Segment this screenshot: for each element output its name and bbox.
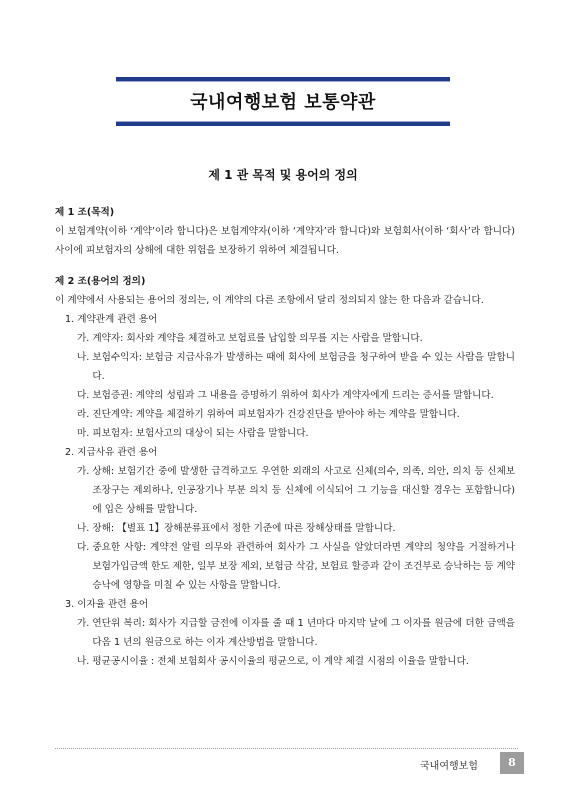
list-item (77, 386, 515, 405)
item-marker: 가. (77, 466, 93, 477)
item-text: 피보험자: 보험사고의 대상이 되는 사람을 말합니다. (92, 428, 309, 439)
item-marker: 라. (77, 409, 93, 420)
page-number: 8 (500, 752, 524, 774)
item-marker: 가. (77, 618, 93, 629)
title-rule-top (116, 77, 450, 82)
list-item (77, 614, 515, 652)
list-item (77, 462, 515, 519)
item-text: 장해: 【별표 1】장해분류표에서 정한 기준에 따른 장해상태를 말합니다. (92, 523, 396, 534)
item-text: 진단계약: 계약을 체결하기 위하여 피보험자가 건강진단을 받아야 하는 계약을 말합니다. (92, 409, 460, 420)
item-text: 상해: 보험기간 중에 발생한 급격하고도 우연한 외래의 사고로 신체(의수, 의족, 의안, 의치 등 신체보조장구는 제외하나, 인공장기나 부분 의치 등 신체에 이식되어 그 기능을 대신할 경우는 포함합니다)에 입은 상해를 말합니다. (92, 466, 515, 515)
item-marker: 나. (77, 656, 93, 667)
item-text: 연단위 복리: 회사가 지급할 금전에 이자를 줄 때 1 년마다 마지막 날에 그 이자를 원금에 더한 금액을 다음 1 년의 원금으로 하는 이자 계산방법을 말합니다. (92, 618, 515, 648)
item-marker: 다. (77, 542, 93, 553)
item-marker: 가. (77, 333, 93, 344)
list-item (77, 329, 515, 348)
item-marker: 다. (77, 390, 93, 401)
item-text: 중요한 사항: 계약전 알릴 의무와 관련하여 회사가 그 사실을 알았더라면 계약의 청약을 거절하거나 보험가입금액 한도 제한, 일부 보장 제외, 보험금 삭감, 보험료 할증과 같이 조건부로 승낙하는 등 계약 승낙에 영향을 미칠 수 있는 사항을 말합니다. (92, 542, 515, 591)
title-rule-bottom (116, 121, 450, 126)
list-item (77, 519, 515, 538)
spacer (55, 260, 515, 272)
item-text: 계약자: 회사와 계약을 체결하고 보험료를 납입할 의무를 지는 사람을 말합니다. (92, 333, 423, 344)
list-item (77, 424, 515, 443)
document-title: 국내여행보험 보통약관 (190, 92, 376, 113)
section-heading: 2. 지급사유 관련 용어 (65, 447, 158, 458)
list-item (77, 348, 515, 386)
item-text: 보험수익자: 보험금 지급사유가 발생하는 때에 회사에 보험금을 청구하여 받을 수 있는 사람을 말합니다. (92, 352, 515, 382)
list-item (77, 538, 515, 595)
item-text: 평균공시이율 : 전체 보험회사 공시이율의 평균으로, 이 계약 체결 시점의 이율을 말합니다. (92, 656, 469, 667)
article-1-text: 이 보험계약(이하 ‘계약’이라 합니다)은 보험계약자(이하 ‘계약자’라 합니다)와 보험회사(이하 ‘회사’라 합니다) 사이에 피보험자의 상해에 대한 위험을 보장하기 위하여 체결됩니다. (55, 226, 515, 256)
article-2-heading: 제 2 조(용어의 정의) (55, 276, 146, 287)
item-marker: 마. (77, 428, 93, 439)
item-marker: 나. (77, 352, 93, 363)
list-item (77, 652, 515, 671)
list-item (77, 405, 515, 424)
footer-title: 국내여행보험 (420, 761, 478, 772)
item-text: 보험증권: 계약의 성립과 그 내용을 증명하기 위하여 회사가 계약자에게 드리는 증서를 말합니다. (92, 390, 494, 401)
section-heading: 3. 이자율 관련 용어 (65, 599, 149, 610)
item-marker: 나. (77, 523, 93, 534)
footer-divider (55, 748, 518, 749)
section-heading: 1. 계약관계 관련 용어 (65, 314, 158, 325)
article-2-intro: 이 계약에서 사용되는 용어의 정의는, 이 계약의 다른 조항에서 달리 정의되지 않는 한 다음과 같습니다. (55, 295, 484, 306)
article-1-heading: 제 1 조(목적) (55, 207, 115, 218)
document-body (55, 203, 515, 671)
chapter-heading: 제 1 관 목적 및 용어의 정의 (208, 168, 358, 182)
